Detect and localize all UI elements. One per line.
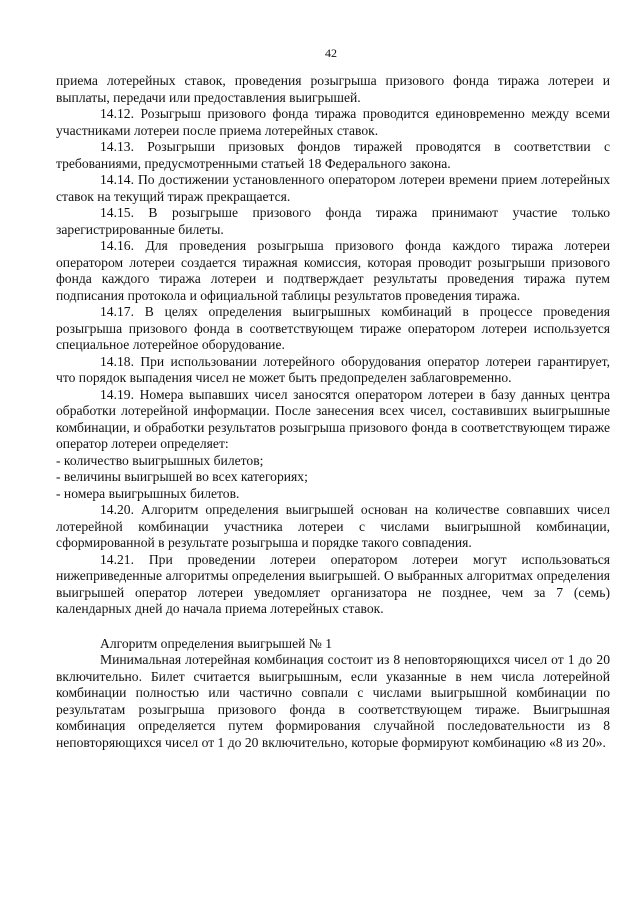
paragraph-14-14: 14.14. По достижении установленного оператором лотереи времени прием лотерейных ставок на текущий тираж прекращается. <box>56 172 610 204</box>
paragraph-14-17: 14.17. В целях определения выигрышных комбинаций в процессе проведения розыгрыша призового фонда в соответствующем тираже оператором лотереи используется специальное лотерейное оборудование. <box>56 304 610 352</box>
page-number: 42 <box>325 46 337 60</box>
list-item-winning-tickets-count: - количество выигрышных билетов; <box>56 452 264 468</box>
paragraph-14-18: 14.18. При использовании лотерейного оборудования оператор лотереи гарантирует, что порядок выпадения чисел не может быть предопределен заблаговременно. <box>56 353 610 385</box>
paragraph-14-16: 14.16. Для проведения розыгрыша призового фонда каждого тиража лотереи оператором лотереи создается тиражная комиссия, которая проводит розыгрыши призового фонда каждого тиража лотереи и подтверждает результаты проведения тиража путем подписания протокола и официальной таблицы результатов проведения тиража. <box>56 238 610 303</box>
paragraph-14-21: 14.21. При проведении лотереи оператором лотереи могут использоваться нижеприведенные алгоритмы определения выигрышей. О выбранных алгоритмах определения выигрышей оператор лотереи уведомляет организатора не позднее, чем за 7 (семь) календарных дней до начала приема лотерейных ставок. <box>56 551 610 616</box>
list-item-winning-ticket-numbers: - номера выигрышных билетов. <box>56 485 240 501</box>
paragraph-14-15: 14.15. В розыгрыше призового фонда тиража принимают участие только зарегистрированные билеты. <box>56 205 610 237</box>
algorithm-heading: Алгоритм определения выигрышей № 1 <box>100 635 333 651</box>
list-item-prize-amounts: - величины выигрышей во всех категориях; <box>56 469 308 484</box>
paragraph-14-19: 14.19. Номера выпавших чисел заносятся оператором лотереи в базу данных центра обработки лотерейной информации. После занесения всех чисел, составивших выигрышные комбинации, и обработки результатов розыгрыша призового фонда в соответствующем тираже оператор лотереи определяет: <box>56 386 610 451</box>
algorithm-description: Минимальная лотерейная комбинация состоит из 8 неповторяющихся чисел от 1 до 20 включительно. Билет считается выигрышным, если указанные в нем числа лотерейной комбинации полностью или частично совпали с числами выигрышной комбинации по результатам розыгрыша призового фонда в соответствующем тираже. Выигрышная комбинация определяется путем формирования случайной последовательности из 8 неповторяющихся чисел от 1 до 20 включительно, которые формируют комбинацию «8 из 20». <box>56 652 610 750</box>
paragraph-14-12: 14.12. Розыгрыш призового фонда тиража проводится единовременно между всеми участниками лотереи после приема лотерейных ставок. <box>56 106 610 138</box>
paragraph-14-20: 14.20. Алгоритм определения выигрышей основан на количестве совпавших чисел лотерейной комбинации участника лотереи с числами выигрышной комбинации, сформированной в результате розыгрыша и порядке такого совпадения. <box>56 502 610 550</box>
section-gap <box>56 618 610 636</box>
paragraph-14-13: 14.13. Розыгрыши призовых фондов тиражей проводятся в соответствии с требованиями, предусмотренными статьей 18 Федерального закона. <box>56 139 610 171</box>
paragraph-continuation: приема лотерейных ставок, проведения розыгрыша призового фонда тиража лотереи и выплаты, передачи или предоставления выигрышей. <box>56 73 610 105</box>
